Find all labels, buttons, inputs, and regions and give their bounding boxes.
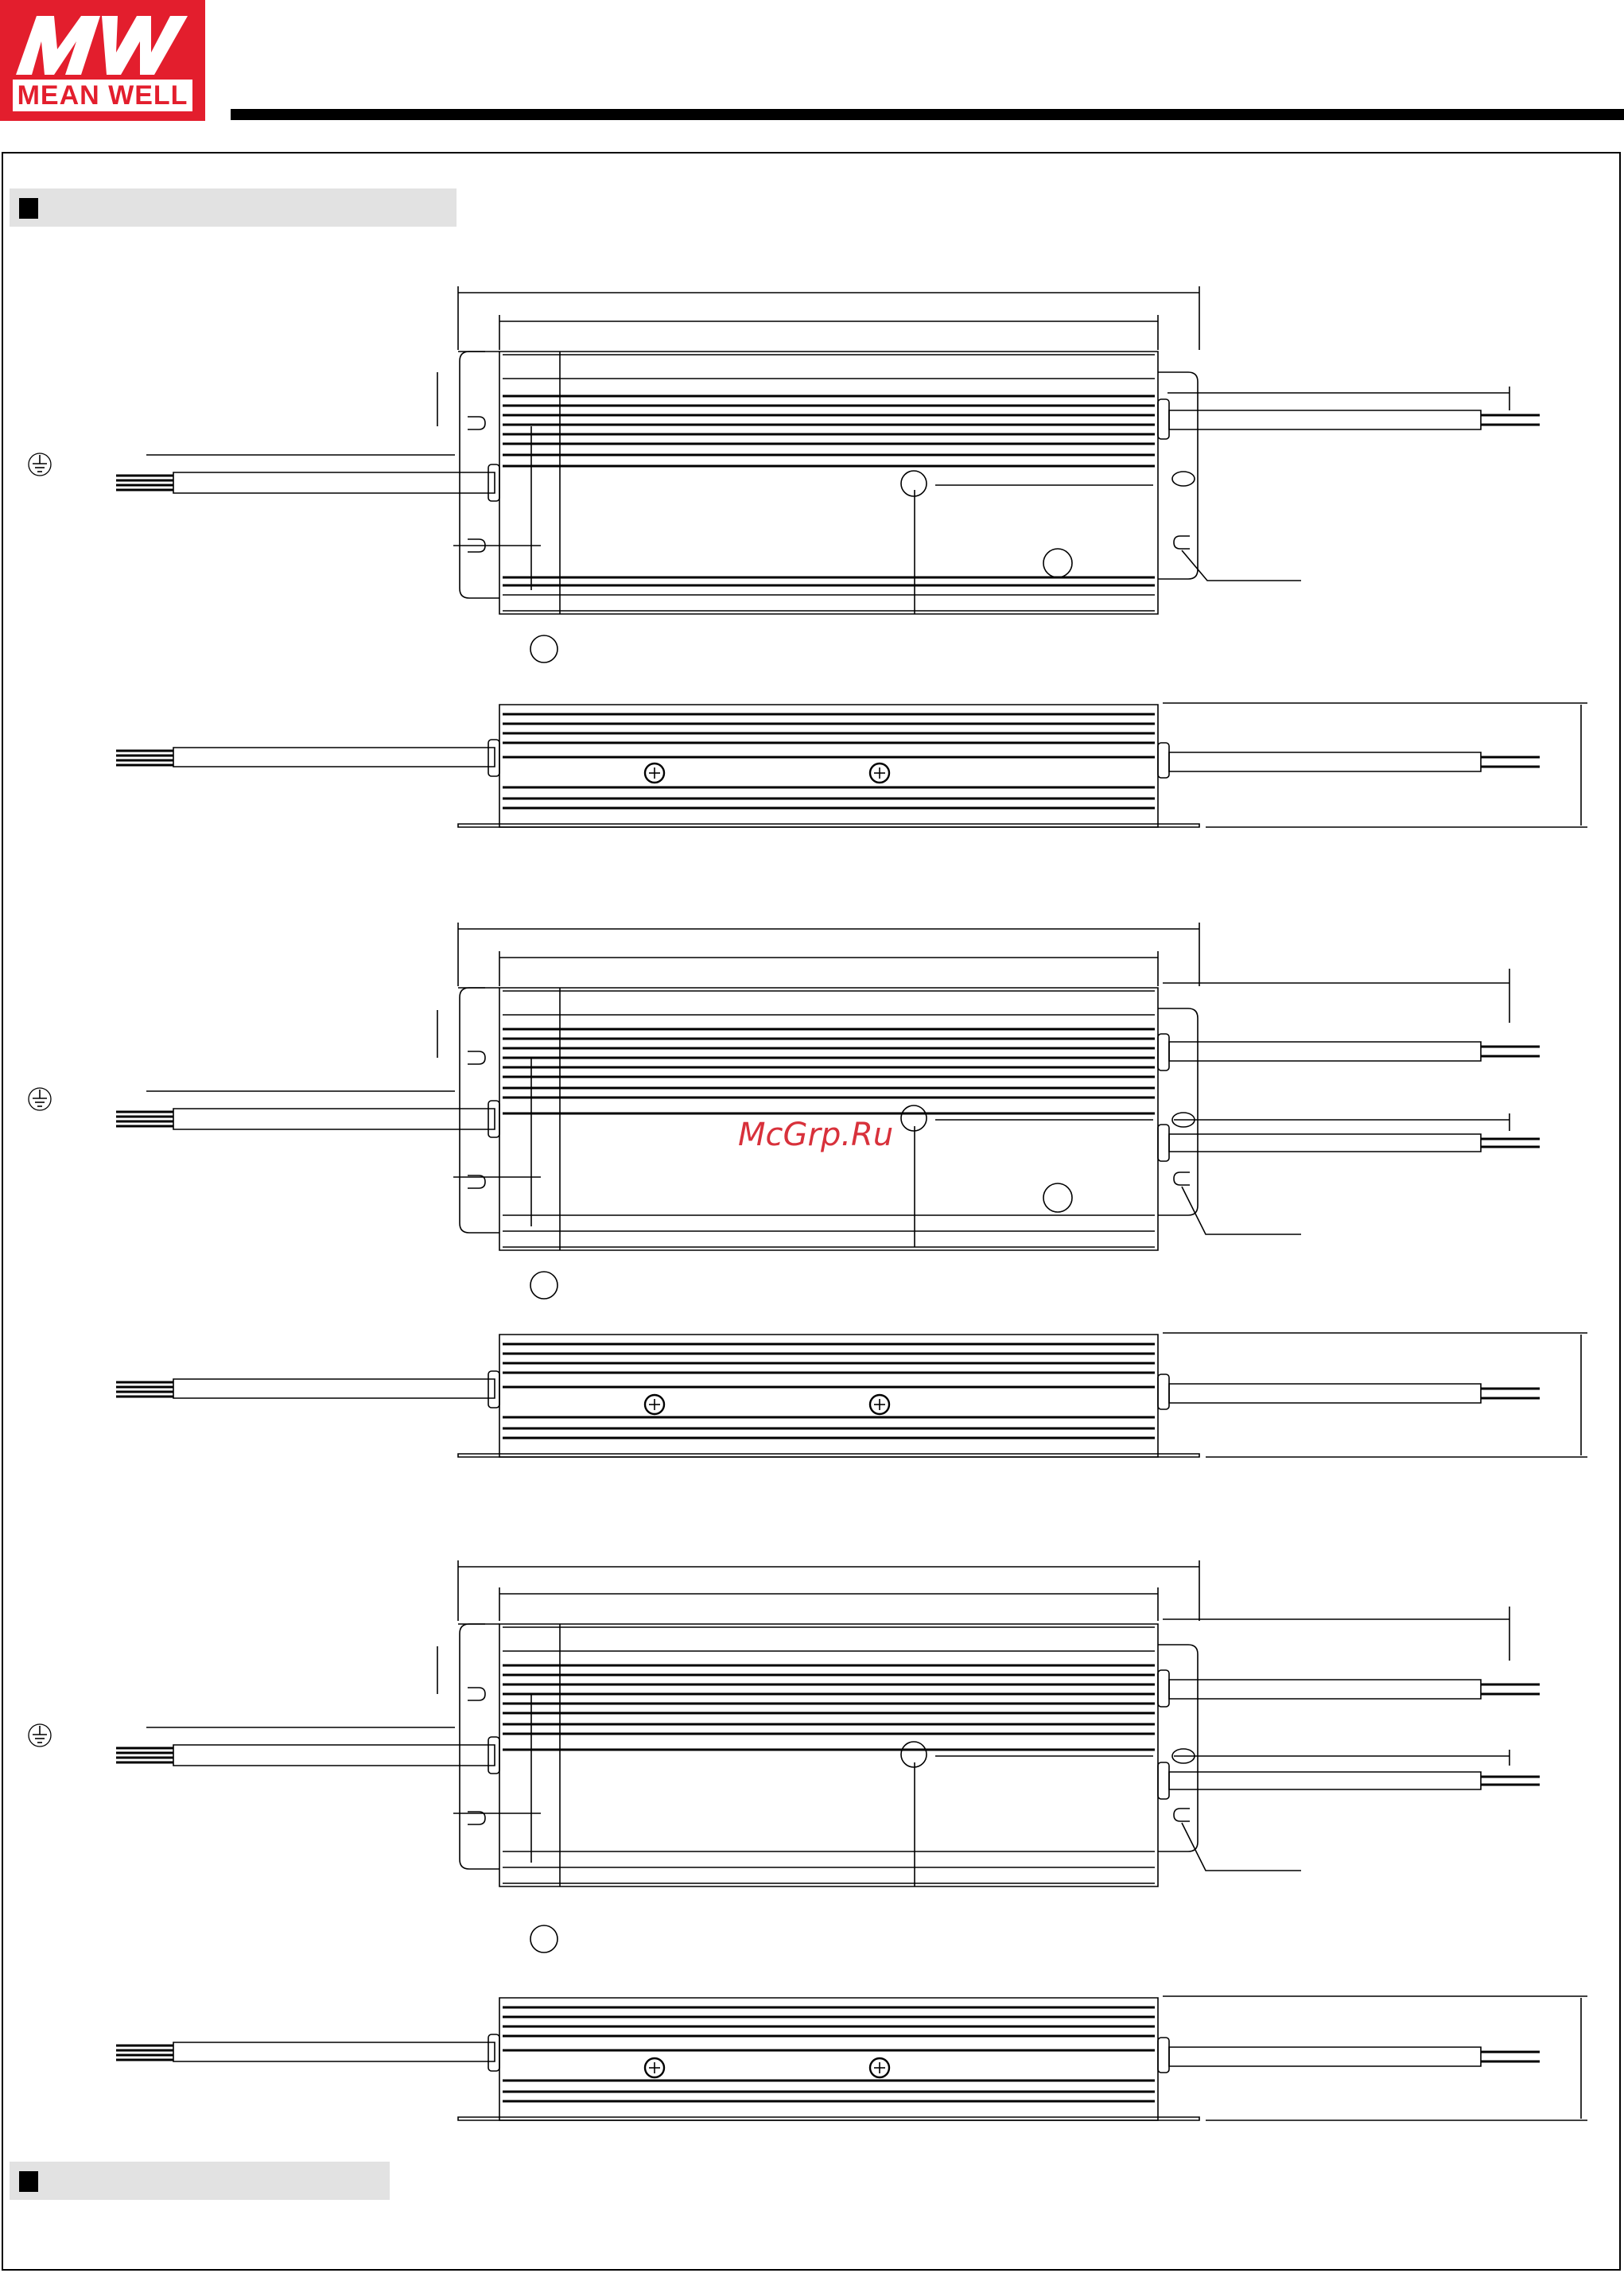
screw-icon: [870, 763, 889, 783]
side-view: [116, 1333, 1587, 1457]
section-marker: [19, 198, 38, 219]
ground-icon: [29, 1724, 51, 1747]
side-view: [116, 703, 1587, 827]
ground-icon: [29, 1088, 51, 1110]
ground-icon: [29, 453, 51, 476]
mw-logo-icon: [13, 10, 192, 80]
screw-icon: [645, 763, 664, 783]
section-header-secondary: [10, 2162, 390, 2200]
top-view: [29, 1560, 1540, 1952]
dimension-drawing-1: [0, 278, 1624, 851]
screw-icon: [870, 1395, 889, 1414]
top-view: [29, 286, 1540, 662]
section-marker: [19, 2171, 38, 2192]
brand-name: MEAN WELL: [13, 80, 192, 111]
section-header-dimensions: [10, 188, 457, 227]
top-view: [29, 923, 1540, 1299]
watermark: McGrp.Ru: [738, 1117, 894, 1153]
screw-icon: [645, 1395, 664, 1414]
header-rule: [231, 109, 1624, 120]
side-view: [116, 1996, 1587, 2120]
brand-logo: [0, 0, 205, 121]
screw-icon: [645, 2058, 664, 2077]
screw-icon: [870, 2058, 889, 2077]
dimension-drawing-2: [0, 915, 1624, 1471]
dimension-drawing-3: [0, 1549, 1624, 2138]
